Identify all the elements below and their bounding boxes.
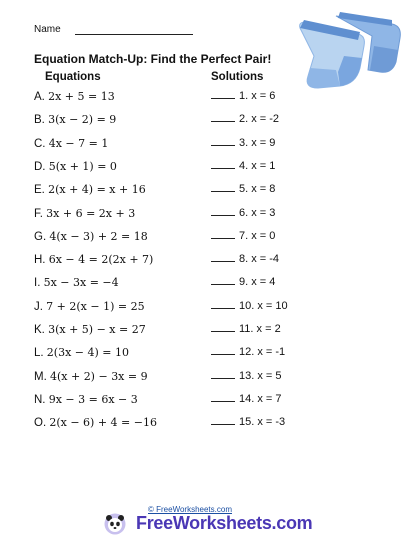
answer-blank[interactable] <box>211 308 235 309</box>
equation-item <box>34 253 153 266</box>
equation-expression: 2(3x − 4) = 10 <box>46 346 129 360</box>
footer-brand-name: FreeWorksheets.com <box>136 513 313 533</box>
equation-item <box>34 323 146 336</box>
name-blank-line[interactable] <box>75 34 193 35</box>
solution-text: 3. x = 9 <box>239 136 276 149</box>
equation-expression: 5x − 3x = −4 <box>43 276 119 290</box>
equation-letter: M. <box>34 370 47 383</box>
equation-item <box>34 137 108 150</box>
solution-text: 8. x = -4 <box>239 253 280 266</box>
solution-item <box>211 207 275 219</box>
equation-item <box>34 393 138 406</box>
solution-item <box>211 416 285 428</box>
solution-text: 13. x = 5 <box>239 369 282 382</box>
equation-item <box>34 230 148 243</box>
equation-letter: O. <box>34 417 47 430</box>
solution-item <box>211 276 275 288</box>
equation-letter: D. <box>34 160 46 173</box>
answer-blank[interactable] <box>211 215 235 216</box>
answer-blank[interactable] <box>211 378 235 379</box>
panda-logo-icon <box>104 513 126 535</box>
equation-expression: 9x − 3 = 6x − 3 <box>48 392 138 406</box>
equation-letter: I. <box>34 277 41 290</box>
equation-item <box>34 113 116 126</box>
equation-expression: 3(x + 5) − x = 27 <box>48 323 146 336</box>
equation-letter: B. <box>34 114 45 127</box>
solution-text: 2. x = -2 <box>239 113 280 126</box>
equation-expression: 4(x − 3) + 2 = 18 <box>49 229 148 243</box>
answer-blank[interactable] <box>211 191 235 192</box>
equation-expression: 2(x − 6) + 4 = −16 <box>49 416 157 430</box>
equation-expression: 2(x + 4) = x + 16 <box>48 183 146 197</box>
equation-expression: 5(x + 1) = 0 <box>48 159 117 173</box>
solution-item <box>211 323 281 335</box>
equation-item <box>34 90 115 103</box>
solution-text: 7. x = 0 <box>239 229 276 242</box>
answer-blank[interactable] <box>211 145 235 146</box>
equation-expression: 7 + 2(x − 1) = 25 <box>46 299 145 313</box>
equation-letter: K. <box>34 324 45 336</box>
solution-item <box>211 183 275 195</box>
equation-expression: 3x + 6 = 2x + 3 <box>46 206 136 220</box>
equation-letter: H. <box>34 254 46 267</box>
worksheet-title: Equation Match-Up: Find the Perfect Pair! <box>34 52 272 66</box>
answer-blank[interactable] <box>211 331 235 332</box>
solution-text: 12. x = -1 <box>239 346 286 359</box>
equations-column-header: Equations <box>45 71 101 83</box>
equation-letter: G. <box>34 230 47 243</box>
solution-item <box>211 230 275 242</box>
equation-letter: C. <box>34 137 46 150</box>
answer-blank[interactable] <box>211 424 235 425</box>
solution-text: 4. x = 1 <box>239 159 276 172</box>
answer-blank[interactable] <box>211 121 235 122</box>
solution-item <box>211 370 282 382</box>
answer-blank[interactable] <box>211 261 235 262</box>
front-sock <box>300 20 365 88</box>
solution-item <box>211 160 275 172</box>
solution-text: 11. x = 2 <box>239 323 281 335</box>
name-label: Name <box>34 24 61 35</box>
solution-item <box>211 393 282 405</box>
solution-item <box>211 90 275 102</box>
solutions-column-header: Solutions <box>211 71 264 83</box>
equation-item <box>34 416 157 429</box>
equation-letter: A. <box>34 91 45 103</box>
equation-letter: L. <box>34 347 44 360</box>
equation-letter: N. <box>34 393 46 406</box>
solution-text: 14. x = 7 <box>239 392 282 405</box>
answer-blank[interactable] <box>211 168 235 169</box>
solution-item <box>211 346 285 358</box>
solution-text: 9. x = 4 <box>239 276 276 289</box>
equation-expression: 6x − 4 = 2(2x + 7) <box>48 253 154 267</box>
solution-item <box>211 137 275 149</box>
solution-item <box>211 253 279 265</box>
equation-expression: 4x − 7 = 1 <box>48 136 109 150</box>
equation-letter: E. <box>34 184 45 197</box>
answer-blank[interactable] <box>211 238 235 239</box>
equation-item <box>34 346 129 359</box>
socks-illustration <box>296 6 408 102</box>
solution-item <box>211 300 288 312</box>
equation-item <box>34 207 135 220</box>
answer-blank[interactable] <box>211 98 235 99</box>
solution-text: 5. x = 8 <box>239 183 276 196</box>
equation-letter: F. <box>34 207 43 220</box>
equation-expression: 3(x − 2) = 9 <box>48 113 117 127</box>
equation-letter: J. <box>34 300 43 313</box>
answer-blank[interactable] <box>211 354 235 355</box>
equation-item <box>34 276 119 289</box>
solution-text: 15. x = -3 <box>239 416 286 429</box>
footer-copyright-link[interactable]: © FreeWorksheets.com <box>148 505 232 514</box>
equation-item <box>34 160 117 173</box>
equation-expression: 2x + 5 = 13 <box>48 90 115 103</box>
equation-expression: 4(x + 2) − 3x = 9 <box>49 369 148 383</box>
solution-text: 6. x = 3 <box>239 206 276 219</box>
solution-text: 1. x = 6 <box>239 90 276 102</box>
solution-item <box>211 113 279 125</box>
equation-item <box>34 300 145 313</box>
answer-blank[interactable] <box>211 284 235 285</box>
answer-blank[interactable] <box>211 401 235 402</box>
equation-item <box>34 183 146 196</box>
solution-text: 10. x = 10 <box>239 299 288 312</box>
equation-item <box>34 370 148 383</box>
